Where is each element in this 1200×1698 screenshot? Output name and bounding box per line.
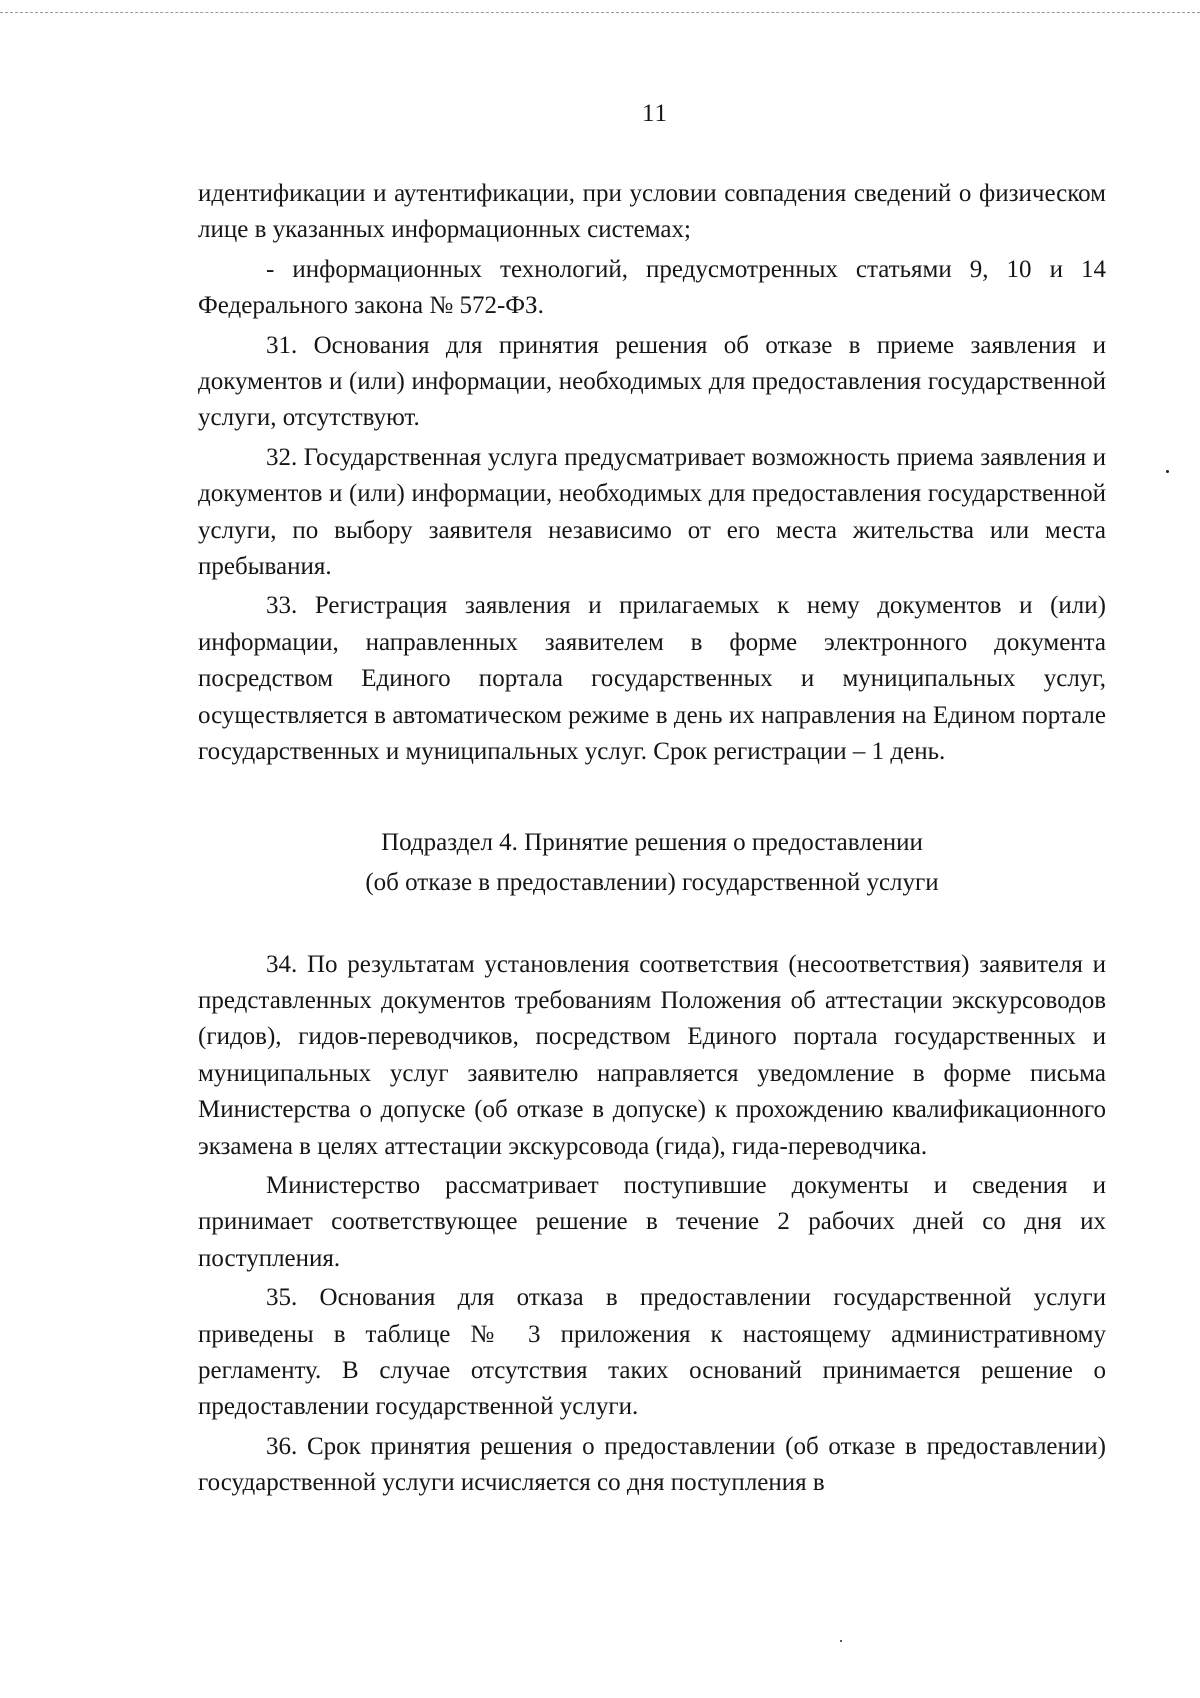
scan-speck: [1166, 470, 1169, 473]
document-body: [198, 176, 1106, 1505]
scan-top-edge-line: [0, 12, 1200, 13]
para-continued-identification: идентификации и аутентификации, при условии совпадения сведений о физическом лице в указанных информационных системах;: [198, 180, 1106, 244]
subsection-heading-line-2: (об отказе в предоставлении) государственной услуги: [365, 868, 939, 896]
page-number: 11: [641, 100, 669, 127]
para-bullet-it: - информационных технологий, предусмотренных статьями 9, 10 и 14 Федерального закона № 572-ФЗ.: [198, 255, 1106, 320]
scan-speck: [840, 1640, 842, 1642]
subsection-heading: [198, 823, 1106, 903]
para-32: 32. Государственная услуга предусматривает возможность приема заявления и документов и (или) информации, необходимых для предоставления государственной услуги, по выбору заявителя независимо от его места жительства или места пребывания.: [198, 443, 1106, 581]
subsection-heading-line-1: Подраздел 4. Принятие решения о предоставлении: [381, 828, 923, 856]
para-35: 35. Основания для отказа в предоставлении государственной услуги приведены в таблице № 3 приложения к настоящему административному регламенту. В случае отсутствия таких оснований принимается решение о предоставлении государственной услуги.: [198, 1284, 1106, 1421]
para-34: 34. По результатам установления соответствия (несоответствия) заявителя и представленных документов требованиям Положения об аттестации экскурсоводов (гидов), гидов-переводчиков, посредством Единого портала государственных и муниципальных услуг заявителю направляется уведомление в форме письма Министерства о допуске (об отказе в допуске) к прохождению квалификационного экзамена в целях аттестации экскурсовода (гида), гида-переводчика.: [198, 950, 1106, 1160]
paragraph-group-bottom: [198, 947, 1106, 1502]
para-31: 31. Основания для принятия решения об отказе в приеме заявления и документов и (или) информации, необходимых для предоставления государственной услуги, отсутствуют.: [198, 331, 1106, 432]
para-36: 36. Срок принятия решения о предоставлении (об отказе в предоставлении) государственной услуги исчисляется со дня поступления в: [198, 1432, 1106, 1497]
para-33: 33. Регистрация заявления и прилагаемых к нему документов и (или) информации, направленных заявителем в форме электронного документа посредством Единого портала государственных и муниципальных услуг, осуществляется в автоматическом режиме в день их направления на Едином портале государственных и муниципальных услуг. Срок регистрации – 1 день.: [198, 592, 1106, 766]
para-ministry-review: Министерство рассматривает поступившие документы и сведения и принимает соответствующее решение в течение 2 рабочих дней со дня их поступления.: [198, 1171, 1106, 1272]
paragraph-group-top: [198, 176, 1106, 771]
